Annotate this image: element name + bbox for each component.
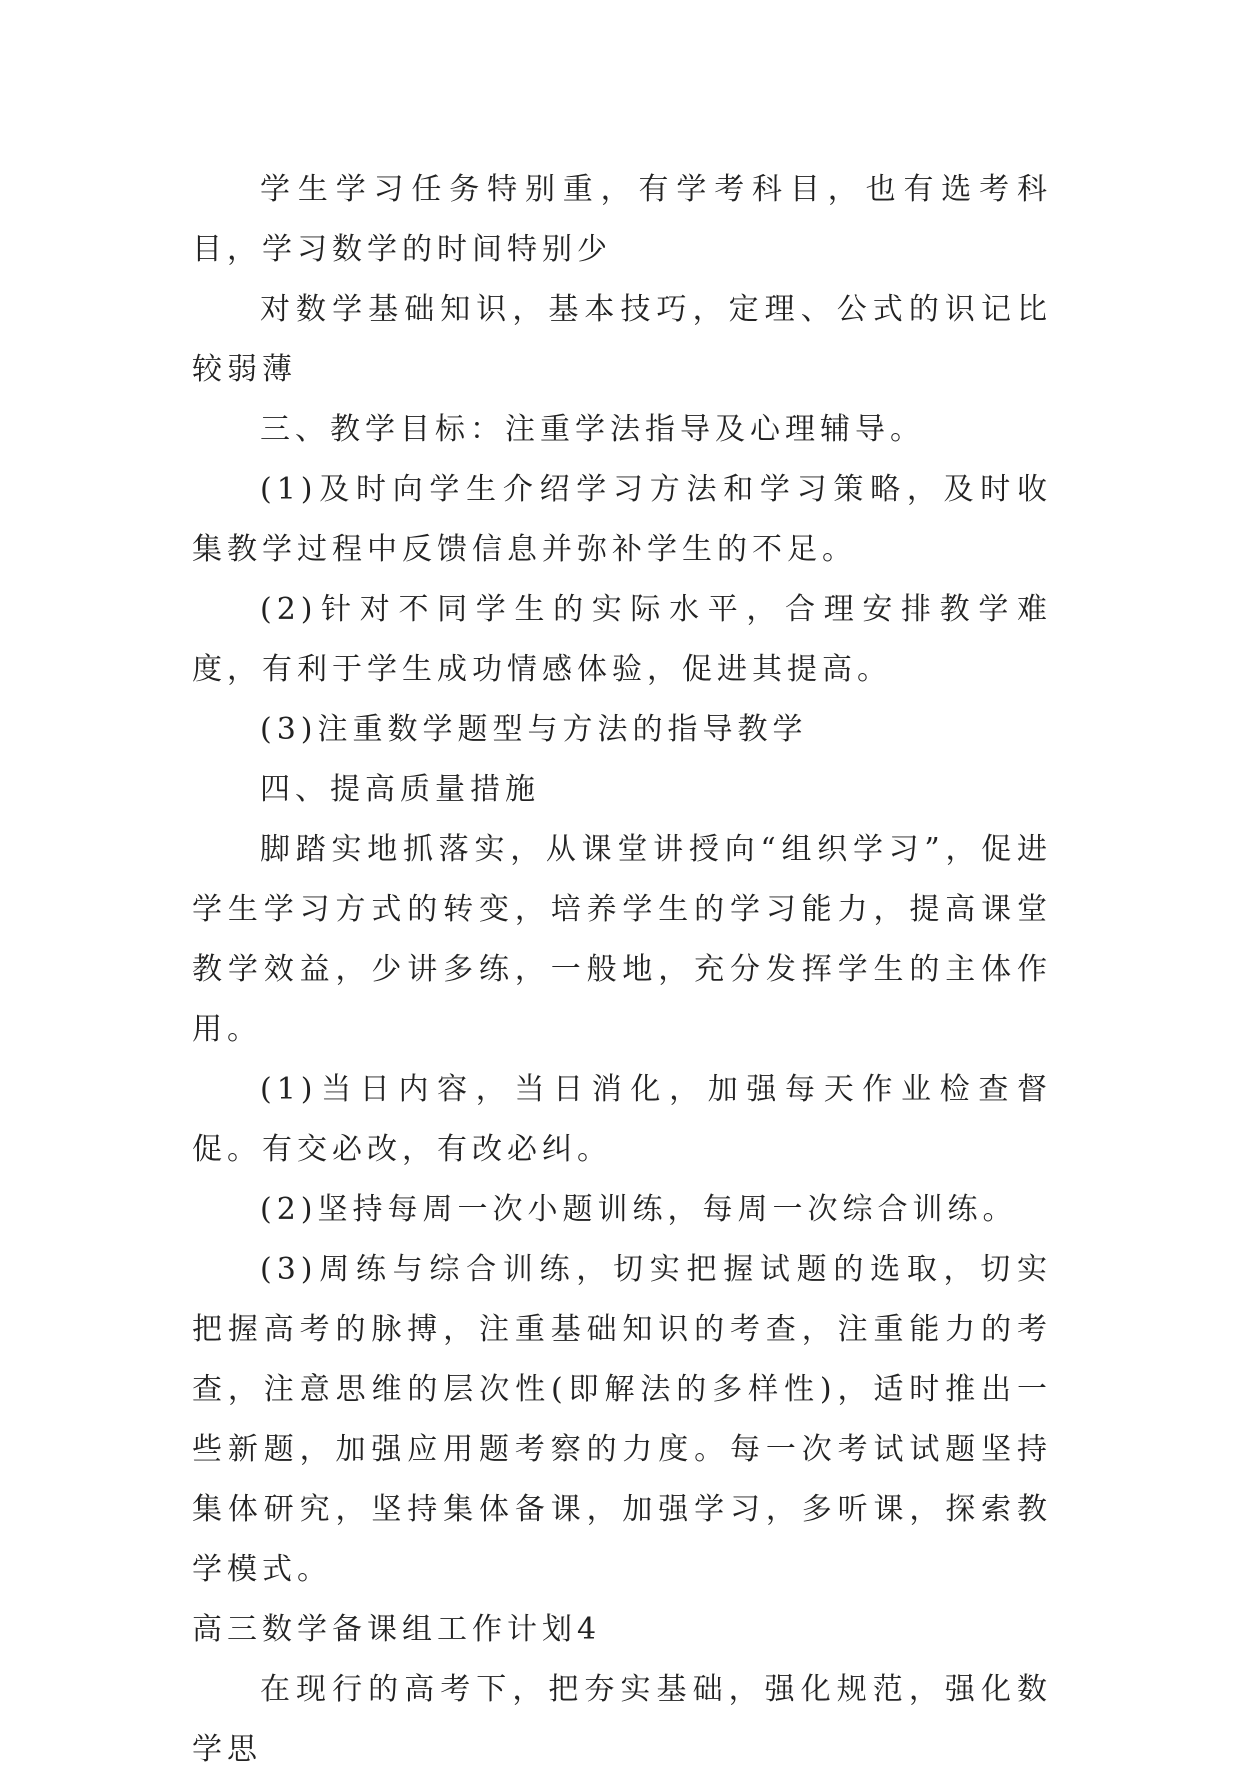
paragraph-goal-1: (1)及时向学生介绍学习方法和学习策略，及时收集教学过程中反馈信息并弥补学生的不足。 bbox=[192, 472, 1052, 567]
paragraph-basic-knowledge: 对数学基础知识，基本技巧，定理、公式的识记比较弱薄 bbox=[192, 292, 1052, 387]
paragraph-goal-3: (3)注重数学题型与方法的指导教学 bbox=[260, 712, 808, 747]
section-title: 高三数学备课组工作计划4 bbox=[192, 1612, 602, 1647]
paragraph-study-load: 学生学习任务特别重，有学考科目，也有选考科目，学习数学的时间特别少 bbox=[192, 172, 1052, 267]
paragraph-plan-4-intro: 在现行的高考下，把夯实基础，强化规范，强化数学思 bbox=[192, 1672, 1052, 1767]
section-heading-teaching-goals: 三、教学目标：注重学法指导及心理辅导。 bbox=[260, 412, 925, 447]
paragraph-measure-3: (3)周练与综合训练，切实把握试题的选取，切实把握高考的脉搏，注重基础知识的考查，注重能力的考查，注意思维的层次性(即解法的多样性)，适时推出一些新题，加强应用题考察的力度。每一次考试试题坚持集体研究，坚持集体备课，加强学习，多听课，探索教学模式。 bbox=[192, 1252, 1052, 1587]
paragraph-goal-2: (2)针对不同学生的实际水平，合理安排教学难度，有利于学生成功情感体验，促进其提高。 bbox=[192, 592, 1052, 687]
paragraph-measures-intro: 脚踏实地抓落实，从课堂讲授向“组织学习”，促进学生学习方式的转变，培养学生的学习能力，提高课堂教学效益，少讲多练，一般地，充分发挥学生的主体作用。 bbox=[192, 832, 1052, 1047]
paragraph-measure-2: (2)坚持每周一次小题训练，每周一次综合训练。 bbox=[260, 1192, 1018, 1227]
document-body bbox=[192, 160, 1052, 1780]
section-heading-quality-measures: 四、提高质量措施 bbox=[260, 772, 540, 807]
paragraph-measure-1: (1)当日内容，当日消化，加强每天作业检查督促。有交必改，有改必纠。 bbox=[192, 1072, 1052, 1167]
